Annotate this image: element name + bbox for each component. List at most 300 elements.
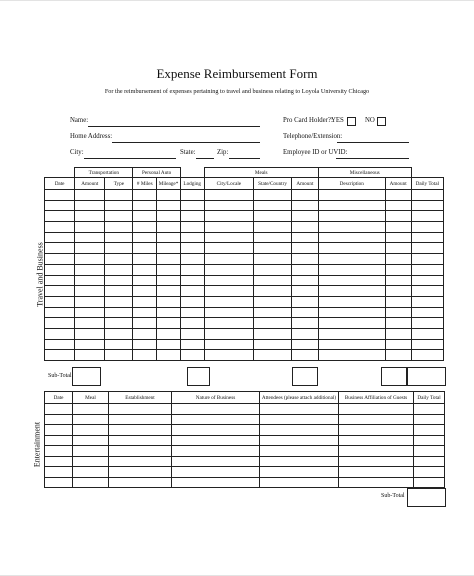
travel-cell-daily-total[interactable] xyxy=(411,339,443,350)
travel-cell-mileage[interactable] xyxy=(157,254,181,265)
travel-table-row xyxy=(45,296,444,307)
travel-cell-date[interactable] xyxy=(45,264,75,275)
travel-cell-amount[interactable] xyxy=(291,350,318,361)
yes-label: YES xyxy=(331,117,344,124)
name-field[interactable] xyxy=(88,126,260,127)
travel-cell-amount[interactable] xyxy=(75,286,105,297)
entertainment-subtotal-box[interactable] xyxy=(407,488,446,507)
travel-cell-daily-total[interactable] xyxy=(411,254,443,265)
entertainment-cell-establishment[interactable] xyxy=(109,456,172,467)
travel-cell-amount[interactable] xyxy=(385,200,411,211)
travel-cell-amount[interactable] xyxy=(75,243,105,254)
travel-cell-state-country[interactable] xyxy=(254,264,292,275)
travel-cell-daily-total[interactable] xyxy=(411,200,443,211)
travel-cell-amount[interactable] xyxy=(291,264,318,275)
entertainment-cell-nature-of-business[interactable] xyxy=(172,414,260,425)
entertainment-cell-attendees-please-attach-additional[interactable] xyxy=(260,477,339,488)
travel-col-date-header: Date xyxy=(45,178,75,190)
zip-field[interactable] xyxy=(229,158,260,159)
entertainment-col-date-header: Date xyxy=(45,392,73,404)
travel-cell-mileage[interactable] xyxy=(157,243,181,254)
travel-cell-daily-total[interactable] xyxy=(411,296,443,307)
travel-cell-daily-total[interactable] xyxy=(411,350,443,361)
entertainment-cell-business-affiliation-of-guests[interactable] xyxy=(339,477,414,488)
telephone-field[interactable] xyxy=(337,142,409,143)
travel-cell-lodging[interactable] xyxy=(180,307,204,318)
entertainment-cell-attendees-please-attach-additional[interactable] xyxy=(260,456,339,467)
travel-cell-amount[interactable] xyxy=(291,307,318,318)
transportation-subtotal-box[interactable] xyxy=(72,367,101,386)
travel-cell-type[interactable] xyxy=(105,243,133,254)
travel-cell-miles[interactable] xyxy=(133,264,157,275)
travel-cell-lodging[interactable] xyxy=(180,211,204,222)
entertainment-col-establishment-header: Establishment xyxy=(109,392,172,404)
travel-cell-lodging[interactable] xyxy=(180,296,204,307)
entertainment-col-attendees-please-attach-additional-header: Attendees (please attach additional) xyxy=(260,392,339,404)
travel-cell-lodging[interactable] xyxy=(180,222,204,233)
travel-cell-amount[interactable] xyxy=(291,296,318,307)
entertainment-cell-establishment[interactable] xyxy=(109,467,172,478)
yes-checkbox[interactable] xyxy=(347,117,356,126)
travel-cell-mileage[interactable] xyxy=(157,318,181,329)
travel-cell-date[interactable] xyxy=(45,190,75,201)
entertainment-cell-business-affiliation-of-guests[interactable] xyxy=(339,414,414,425)
travel-cell-state-country[interactable] xyxy=(254,275,292,286)
travel-cell-date[interactable] xyxy=(45,296,75,307)
travel-cell-mileage[interactable] xyxy=(157,328,181,339)
travel-cell-description[interactable] xyxy=(318,296,385,307)
no-label: NO xyxy=(365,117,375,124)
entertainment-cell-nature-of-business[interactable] xyxy=(172,404,260,415)
travel-cell-date[interactable] xyxy=(45,232,75,243)
travel-table-row xyxy=(45,243,444,254)
entertainment-cell-daily-total[interactable] xyxy=(414,467,445,478)
entertainment-cell-meal[interactable] xyxy=(73,404,109,415)
travel-cell-mileage[interactable] xyxy=(157,296,181,307)
travel-cell-lodging[interactable] xyxy=(180,339,204,350)
travel-cell-type[interactable] xyxy=(105,254,133,265)
entertainment-cell-meal[interactable] xyxy=(73,467,109,478)
travel-cell-city-locale[interactable] xyxy=(204,222,254,233)
travel-cell-mileage[interactable] xyxy=(157,232,181,243)
travel-cell-miles[interactable] xyxy=(133,243,157,254)
entertainment-cell-nature-of-business[interactable] xyxy=(172,425,260,436)
travel-cell-amount[interactable] xyxy=(75,211,105,222)
travel-cell-type[interactable] xyxy=(105,286,133,297)
entertainment-cell-daily-total[interactable] xyxy=(414,414,445,425)
travel-cell-city-locale[interactable] xyxy=(204,243,254,254)
entertainment-cell-daily-total[interactable] xyxy=(414,435,445,446)
travel-cell-city-locale[interactable] xyxy=(204,200,254,211)
travel-cell-type[interactable] xyxy=(105,328,133,339)
travel-cell-miles[interactable] xyxy=(133,286,157,297)
travel-cell-lodging[interactable] xyxy=(180,328,204,339)
travel-col-amount-header: Amount xyxy=(75,178,105,190)
entertainment-cell-attendees-please-attach-additional[interactable] xyxy=(260,446,339,457)
travel-cell-amount[interactable] xyxy=(385,339,411,350)
travel-cell-amount[interactable] xyxy=(75,339,105,350)
travel-cell-amount[interactable] xyxy=(385,307,411,318)
state-field[interactable] xyxy=(196,158,214,159)
travel-cell-date[interactable] xyxy=(45,243,75,254)
travel-cell-description[interactable] xyxy=(318,307,385,318)
travel-cell-lodging[interactable] xyxy=(180,318,204,329)
travel-cell-miles[interactable] xyxy=(133,275,157,286)
travel-cell-description[interactable] xyxy=(318,243,385,254)
travel-cell-type[interactable] xyxy=(105,307,133,318)
entertainment-cell-meal[interactable] xyxy=(73,456,109,467)
travel-cell-miles[interactable] xyxy=(133,190,157,201)
zip-label: Zip: xyxy=(217,149,229,156)
travel-col-city-locale-header: City/Locale xyxy=(204,178,254,190)
entertainment-table-row xyxy=(45,477,445,488)
travel-cell-city-locale[interactable] xyxy=(204,264,254,275)
entertainment-cell-daily-total[interactable] xyxy=(414,477,445,488)
entertainment-cell-business-affiliation-of-guests[interactable] xyxy=(339,456,414,467)
entertainment-table xyxy=(44,391,445,488)
travel-cell-state-country[interactable] xyxy=(254,286,292,297)
travel-cell-amount[interactable] xyxy=(75,307,105,318)
travel-cell-type[interactable] xyxy=(105,350,133,361)
travel-cell-amount[interactable] xyxy=(291,200,318,211)
city-field[interactable] xyxy=(84,158,176,159)
travel-cell-city-locale[interactable] xyxy=(204,350,254,361)
travel-cell-mileage[interactable] xyxy=(157,264,181,275)
travel-cell-state-country[interactable] xyxy=(254,211,292,222)
travel-cell-lodging[interactable] xyxy=(180,254,204,265)
travel-cell-mileage[interactable] xyxy=(157,222,181,233)
travel-cell-miles[interactable] xyxy=(133,254,157,265)
travel-cell-amount[interactable] xyxy=(75,328,105,339)
entertainment-cell-business-affiliation-of-guests[interactable] xyxy=(339,446,414,457)
travel-cell-mileage[interactable] xyxy=(157,339,181,350)
travel-col-miles-header: # Miles xyxy=(133,178,157,190)
travel-cell-amount[interactable] xyxy=(385,222,411,233)
travel-cell-type[interactable] xyxy=(105,211,133,222)
empty-group-cell xyxy=(180,168,204,178)
travel-cell-date[interactable] xyxy=(45,222,75,233)
travel-cell-description[interactable] xyxy=(318,190,385,201)
entertainment-cell-meal[interactable] xyxy=(73,425,109,436)
travel-cell-date[interactable] xyxy=(45,307,75,318)
travel-cell-mileage[interactable] xyxy=(157,200,181,211)
travel-column-header-row xyxy=(45,178,444,190)
entertainment-cell-nature-of-business[interactable] xyxy=(172,467,260,478)
travel-cell-state-country[interactable] xyxy=(254,254,292,265)
travel-cell-daily-total[interactable] xyxy=(411,318,443,329)
travel-cell-daily-total[interactable] xyxy=(411,232,443,243)
travel-cell-daily-total[interactable] xyxy=(411,211,443,222)
travel-cell-daily-total[interactable] xyxy=(411,328,443,339)
meals-group-header: Meals xyxy=(204,168,318,178)
travel-cell-daily-total[interactable] xyxy=(411,307,443,318)
travel-cell-date[interactable] xyxy=(45,318,75,329)
travel-cell-miles[interactable] xyxy=(133,211,157,222)
travel-cell-lodging[interactable] xyxy=(180,286,204,297)
travel-cell-description[interactable] xyxy=(318,318,385,329)
entertainment-cell-date[interactable] xyxy=(45,467,73,478)
travel-cell-type[interactable] xyxy=(105,264,133,275)
no-checkbox[interactable] xyxy=(377,117,386,126)
travel-cell-amount[interactable] xyxy=(75,296,105,307)
travel-cell-state-country[interactable] xyxy=(254,318,292,329)
entertainment-cell-nature-of-business[interactable] xyxy=(172,435,260,446)
travel-cell-daily-total[interactable] xyxy=(411,286,443,297)
travel-group-header-row xyxy=(45,168,444,178)
travel-cell-amount[interactable] xyxy=(385,243,411,254)
empty-group-cell xyxy=(411,168,443,178)
travel-cell-daily-total[interactable] xyxy=(411,222,443,233)
entertainment-cell-daily-total[interactable] xyxy=(414,425,445,436)
travel-cell-lodging[interactable] xyxy=(180,350,204,361)
travel-cell-description[interactable] xyxy=(318,339,385,350)
travel-cell-miles[interactable] xyxy=(133,222,157,233)
travel-cell-lodging[interactable] xyxy=(180,275,204,286)
travel-cell-amount[interactable] xyxy=(385,211,411,222)
entertainment-cell-daily-total[interactable] xyxy=(414,456,445,467)
travel-cell-amount[interactable] xyxy=(385,286,411,297)
travel-cell-state-country[interactable] xyxy=(254,307,292,318)
travel-cell-city-locale[interactable] xyxy=(204,190,254,201)
travel-col-mileage-header: Mileage* xyxy=(157,178,181,190)
entertainment-cell-date[interactable] xyxy=(45,414,73,425)
travel-cell-amount[interactable] xyxy=(291,190,318,201)
travel-cell-mileage[interactable] xyxy=(157,275,181,286)
travel-table-row xyxy=(45,254,444,265)
entertainment-cell-attendees-please-attach-additional[interactable] xyxy=(260,414,339,425)
travel-cell-type[interactable] xyxy=(105,200,133,211)
entertainment-cell-attendees-please-attach-additional[interactable] xyxy=(260,467,339,478)
travel-cell-state-country[interactable] xyxy=(254,222,292,233)
travel-cell-amount[interactable] xyxy=(291,222,318,233)
travel-cell-amount[interactable] xyxy=(75,318,105,329)
travel-cell-state-country[interactable] xyxy=(254,350,292,361)
meals-subtotal-box[interactable] xyxy=(292,367,318,386)
travel-cell-city-locale[interactable] xyxy=(204,339,254,350)
entertainment-cell-date[interactable] xyxy=(45,425,73,436)
travel-cell-lodging[interactable] xyxy=(180,232,204,243)
travel-cell-miles[interactable] xyxy=(133,350,157,361)
entertainment-cell-attendees-please-attach-additional[interactable] xyxy=(260,404,339,415)
entertainment-cell-date[interactable] xyxy=(45,456,73,467)
travel-cell-date[interactable] xyxy=(45,328,75,339)
entertainment-cell-establishment[interactable] xyxy=(109,477,172,488)
entertainment-cell-establishment[interactable] xyxy=(109,435,172,446)
travel-cell-amount[interactable] xyxy=(291,243,318,254)
travel-cell-miles[interactable] xyxy=(133,232,157,243)
entertainment-cell-business-affiliation-of-guests[interactable] xyxy=(339,404,414,415)
travel-cell-city-locale[interactable] xyxy=(204,296,254,307)
travel-cell-lodging[interactable] xyxy=(180,200,204,211)
travel-cell-state-country[interactable] xyxy=(254,296,292,307)
travel-cell-daily-total[interactable] xyxy=(411,275,443,286)
travel-cell-miles[interactable] xyxy=(133,339,157,350)
entertainment-subtotal-label: Sub-Total xyxy=(381,493,405,499)
travel-cell-description[interactable] xyxy=(318,232,385,243)
entertainment-column-header-row xyxy=(45,392,445,404)
travel-cell-miles[interactable] xyxy=(133,296,157,307)
travel-cell-amount[interactable] xyxy=(291,275,318,286)
travel-cell-state-country[interactable] xyxy=(254,243,292,254)
entertainment-cell-date[interactable] xyxy=(45,404,73,415)
entertainment-cell-nature-of-business[interactable] xyxy=(172,477,260,488)
travel-cell-mileage[interactable] xyxy=(157,190,181,201)
entertainment-cell-date[interactable] xyxy=(45,435,73,446)
travel-cell-city-locale[interactable] xyxy=(204,275,254,286)
travel-cell-mileage[interactable] xyxy=(157,350,181,361)
travel-cell-type[interactable] xyxy=(105,275,133,286)
entertainment-cell-business-affiliation-of-guests[interactable] xyxy=(339,435,414,446)
name-label: Name: xyxy=(70,117,89,124)
entertainment-cell-business-affiliation-of-guests[interactable] xyxy=(339,467,414,478)
travel-cell-miles[interactable] xyxy=(133,307,157,318)
empty-corner-cell xyxy=(45,168,75,178)
travel-cell-date[interactable] xyxy=(45,200,75,211)
travel-cell-state-country[interactable] xyxy=(254,190,292,201)
travel-cell-amount[interactable] xyxy=(291,286,318,297)
travel-cell-miles[interactable] xyxy=(133,328,157,339)
entertainment-cell-daily-total[interactable] xyxy=(414,404,445,415)
travel-cell-amount[interactable] xyxy=(385,232,411,243)
travel-cell-miles[interactable] xyxy=(133,318,157,329)
travel-cell-type[interactable] xyxy=(105,232,133,243)
travel-cell-city-locale[interactable] xyxy=(204,232,254,243)
pcard-label: Pro Card Holder?: xyxy=(283,117,333,124)
travel-cell-description[interactable] xyxy=(318,200,385,211)
travel-table-row xyxy=(45,307,444,318)
entertainment-cell-nature-of-business[interactable] xyxy=(172,456,260,467)
travel-cell-amount[interactable] xyxy=(75,232,105,243)
form-title: Expense Reimbursement Form xyxy=(156,66,318,81)
entertainment-table-row xyxy=(45,425,445,436)
travel-cell-amount[interactable] xyxy=(75,200,105,211)
travel-cell-amount[interactable] xyxy=(291,211,318,222)
entertainment-cell-meal[interactable] xyxy=(73,446,109,457)
travel-cell-lodging[interactable] xyxy=(180,243,204,254)
entertainment-col-meal-header: Meal xyxy=(73,392,109,404)
travel-cell-amount[interactable] xyxy=(385,190,411,201)
entertainment-cell-business-affiliation-of-guests[interactable] xyxy=(339,425,414,436)
entertainment-cell-establishment[interactable] xyxy=(109,425,172,436)
travel-cell-mileage[interactable] xyxy=(157,211,181,222)
travel-cell-amount[interactable] xyxy=(291,318,318,329)
travel-cell-lodging[interactable] xyxy=(180,264,204,275)
travel-cell-city-locale[interactable] xyxy=(204,211,254,222)
entertainment-cell-date[interactable] xyxy=(45,446,73,457)
travel-col-state-country-header: State/Country xyxy=(254,178,292,190)
travel-cell-date[interactable] xyxy=(45,275,75,286)
entertainment-cell-establishment[interactable] xyxy=(109,446,172,457)
travel-cell-date[interactable] xyxy=(45,211,75,222)
travel-cell-city-locale[interactable] xyxy=(204,318,254,329)
home-address-field[interactable] xyxy=(112,142,260,143)
travel-cell-type[interactable] xyxy=(105,190,133,201)
travel-cell-description[interactable] xyxy=(318,328,385,339)
travel-cell-state-country[interactable] xyxy=(254,200,292,211)
travel-cell-description[interactable] xyxy=(318,211,385,222)
travel-cell-amount[interactable] xyxy=(385,296,411,307)
travel-cell-description[interactable] xyxy=(318,275,385,286)
entertainment-cell-establishment[interactable] xyxy=(109,414,172,425)
entertainment-cell-attendees-please-attach-additional[interactable] xyxy=(260,435,339,446)
entertainment-cell-attendees-please-attach-additional[interactable] xyxy=(260,425,339,436)
travel-cell-amount[interactable] xyxy=(385,350,411,361)
travel-cell-amount[interactable] xyxy=(75,254,105,265)
travel-cell-amount[interactable] xyxy=(385,275,411,286)
travel-table-row xyxy=(45,222,444,233)
entertainment-table-row xyxy=(45,404,445,415)
lodging-subtotal-box[interactable] xyxy=(187,367,210,386)
travel-cell-type[interactable] xyxy=(105,296,133,307)
travel-cell-city-locale[interactable] xyxy=(204,254,254,265)
travel-cell-amount[interactable] xyxy=(291,339,318,350)
travel-cell-type[interactable] xyxy=(105,318,133,329)
travel-cell-state-country[interactable] xyxy=(254,328,292,339)
travel-cell-amount[interactable] xyxy=(291,232,318,243)
travel-cell-amount[interactable] xyxy=(75,190,105,201)
travel-cell-state-country[interactable] xyxy=(254,232,292,243)
travel-cell-daily-total[interactable] xyxy=(411,190,443,201)
travel-col-description-header: Description xyxy=(318,178,385,190)
entertainment-cell-establishment[interactable] xyxy=(109,404,172,415)
travel-cell-mileage[interactable] xyxy=(157,286,181,297)
travel-cell-city-locale[interactable] xyxy=(204,286,254,297)
travel-cell-description[interactable] xyxy=(318,264,385,275)
travel-table-row xyxy=(45,350,444,361)
travel-cell-city-locale[interactable] xyxy=(204,328,254,339)
travel-cell-daily-total[interactable] xyxy=(411,264,443,275)
entertainment-col-daily-total-header: Daily Total xyxy=(414,392,445,404)
travel-cell-amount[interactable] xyxy=(291,328,318,339)
travel-cell-amount[interactable] xyxy=(385,254,411,265)
travel-cell-type[interactable] xyxy=(105,222,133,233)
travel-cell-description[interactable] xyxy=(318,222,385,233)
travel-cell-amount[interactable] xyxy=(385,328,411,339)
travel-cell-daily-total[interactable] xyxy=(411,243,443,254)
travel-cell-amount[interactable] xyxy=(75,264,105,275)
travel-cell-date[interactable] xyxy=(45,350,75,361)
travel-cell-date[interactable] xyxy=(45,339,75,350)
travel-cell-amount[interactable] xyxy=(75,275,105,286)
travel-cell-amount[interactable] xyxy=(291,254,318,265)
travel-cell-amount[interactable] xyxy=(75,222,105,233)
travel-cell-miles[interactable] xyxy=(133,200,157,211)
travel-daily-total-subtotal-box[interactable] xyxy=(407,367,446,386)
travel-cell-date[interactable] xyxy=(45,254,75,265)
travel-cell-amount[interactable] xyxy=(385,318,411,329)
travel-cell-description[interactable] xyxy=(318,286,385,297)
travel-cell-description[interactable] xyxy=(318,254,385,265)
entertainment-cell-meal[interactable] xyxy=(73,435,109,446)
entertainment-cell-date[interactable] xyxy=(45,477,73,488)
travel-cell-city-locale[interactable] xyxy=(204,307,254,318)
travel-cell-amount[interactable] xyxy=(385,264,411,275)
travel-cell-mileage[interactable] xyxy=(157,307,181,318)
entertainment-cell-daily-total[interactable] xyxy=(414,446,445,457)
entertainment-side-label: Entertainment xyxy=(32,421,42,468)
travel-cell-type[interactable] xyxy=(105,339,133,350)
travel-cell-lodging[interactable] xyxy=(180,190,204,201)
travel-cell-amount[interactable] xyxy=(75,350,105,361)
travel-cell-description[interactable] xyxy=(318,350,385,361)
misc-subtotal-box[interactable] xyxy=(381,367,407,386)
entertainment-cell-meal[interactable] xyxy=(73,477,109,488)
employee-id-field[interactable] xyxy=(336,158,409,159)
travel-cell-state-country[interactable] xyxy=(254,339,292,350)
entertainment-cell-nature-of-business[interactable] xyxy=(172,446,260,457)
travel-cell-date[interactable] xyxy=(45,286,75,297)
entertainment-cell-meal[interactable] xyxy=(73,414,109,425)
